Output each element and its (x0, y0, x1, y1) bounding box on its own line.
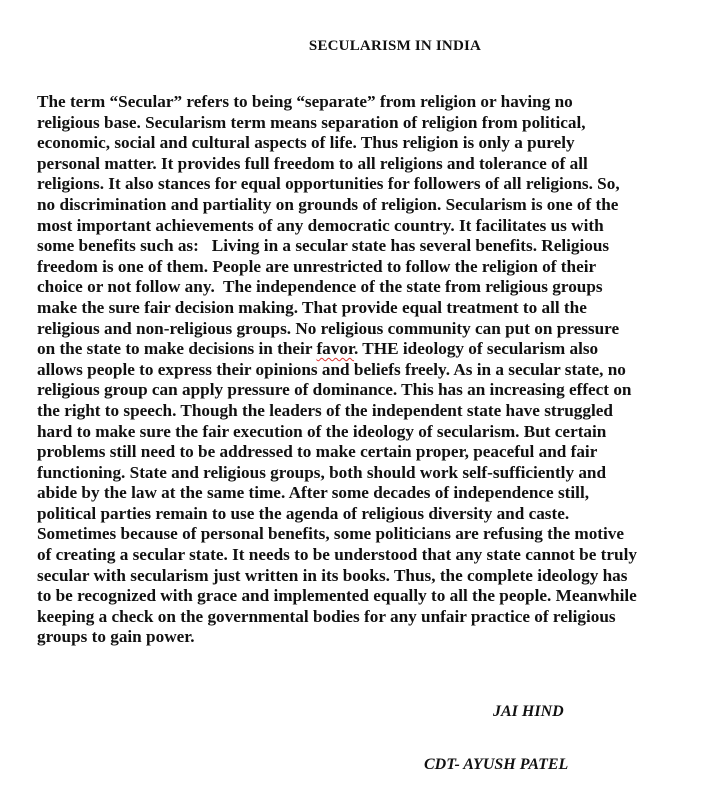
essay-line: functioning. State and religious groups, both should work self-sufficiently and (37, 462, 607, 482)
essay-line: on the state to make decisions in their favor. THE ideology of secularism also (37, 339, 599, 359)
essay-line: make the sure fair decision making. That provide equal treatment to all the (37, 297, 587, 317)
essay-line: The term “Secular” refers to being “separate” from religion or having no (37, 92, 573, 111)
essay-line: no discrimination and partiality on grounds of religion. Secularism is one of the (37, 194, 619, 214)
essay-line: abide by the law at the same time. After some decades of independence still, (37, 483, 590, 503)
document-title: SECULARISM IN INDIA (308, 38, 482, 54)
essay-line: religious and non-religious groups. No religious community can put on pressure (37, 318, 620, 338)
essay-line: most important achievements of any democratic country. It facilitates us with (37, 215, 604, 235)
signature: CDT- AYUSH PATEL (424, 756, 569, 773)
essay-line: secular with secularism just written in its books. Thus, the complete ideology has (37, 565, 628, 585)
essay-line: personal matter. It provides full freedom to all religions and tolerance of all (37, 153, 588, 173)
essay-line: freedom is one of them. People are unrestricted to follow the religion of their (37, 256, 597, 276)
essay-line: to be recognized with grace and implemented equally to all the people. Meanwhile (37, 586, 637, 606)
essay-line: economic, social and cultural aspects of life. Thus religion is only a purely (37, 133, 575, 153)
essay-line: keeping a check on the governmental bodies for any unfair practice of religious (37, 606, 616, 626)
essay-line: choice or not follow any. The independence of the state from religious groups (37, 277, 603, 297)
essay-line: allows people to express their opinions and beliefs freely. As in a secular state, no (37, 359, 626, 379)
essay-line: religious group can apply pressure of dominance. This has an increasing effect on (37, 380, 632, 400)
essay-line: groups to gain power. (37, 627, 195, 647)
essay-line: some benefits such as: Living in a secular state has several benefits. Religious (37, 236, 610, 256)
spellcheck-underline: favor (316, 339, 355, 359)
essay-line: political parties remain to use the agenda of religious diversity and caste. (37, 503, 570, 523)
essay-line: of creating a secular state. It needs to be understood that any state cannot be truly (37, 545, 637, 565)
essay-line: problems still need to be addressed to make certain proper, peaceful and fair (37, 442, 598, 462)
essay-line: hard to make sure the fair execution of the ideology of secularism. But certain (37, 421, 607, 441)
essay-line: religions. It also stances for equal opportunities for followers of all religions. So, (37, 174, 620, 194)
essay-line: Sometimes because of personal benefits, some politicians are refusing the motive (37, 524, 625, 544)
closing-text: JAI HIND (493, 703, 564, 720)
essay-line: religious base. Secularism term means separation of religion from political, (37, 112, 586, 132)
essay-line: the right to speech. Though the leaders of the independent state have struggled (37, 400, 613, 420)
essay-body (37, 92, 717, 648)
